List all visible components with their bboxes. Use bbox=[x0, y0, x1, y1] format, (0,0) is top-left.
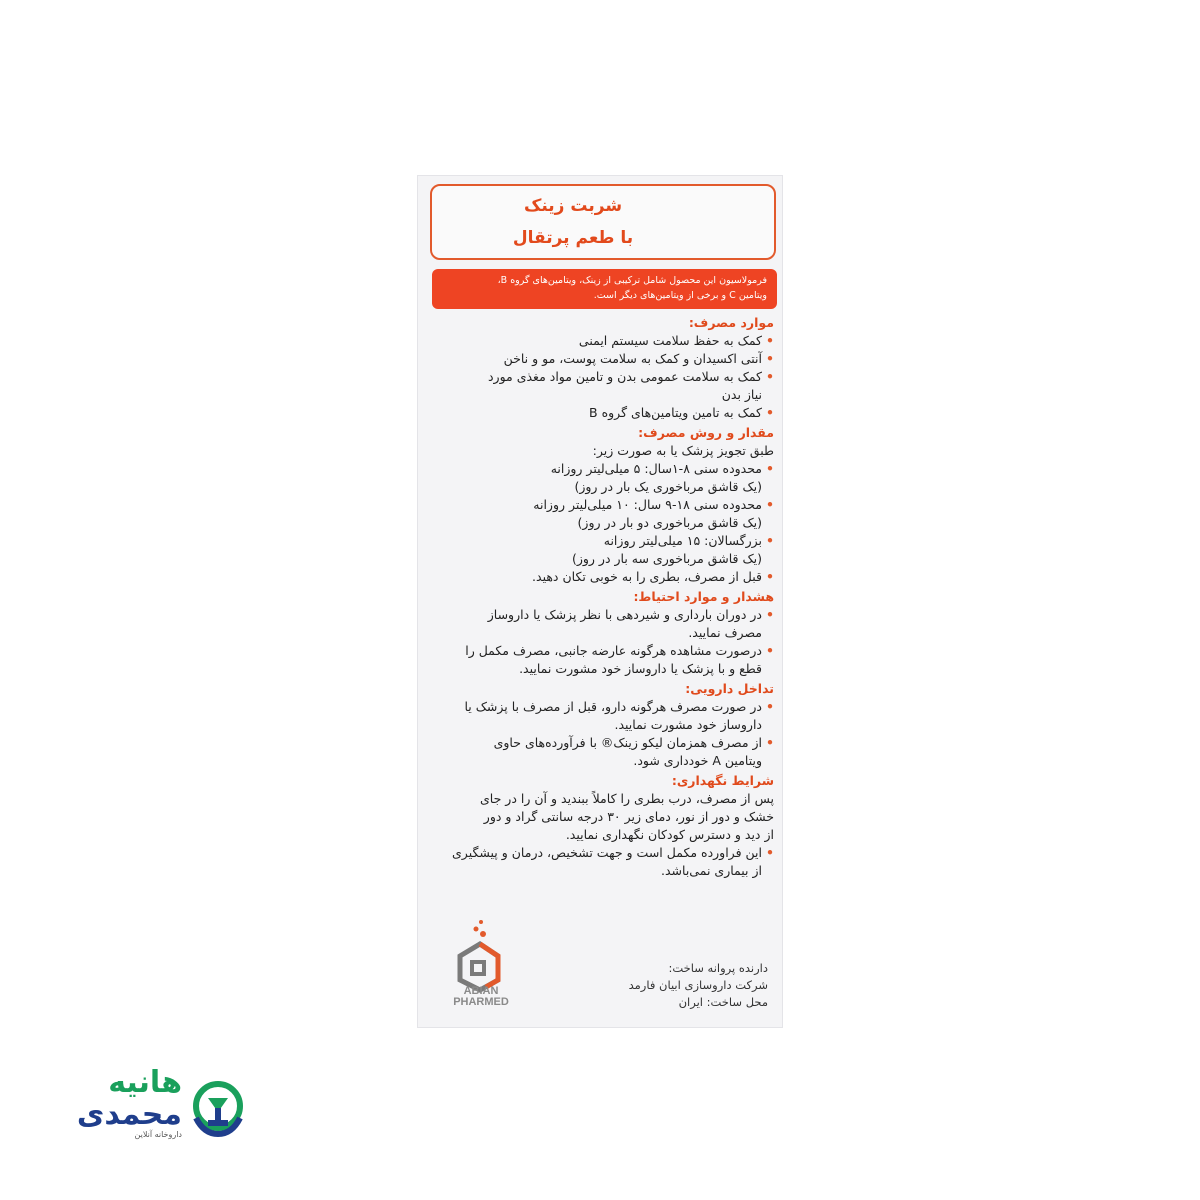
list-item-cont: از بیماری نمی‌باشد. bbox=[661, 863, 762, 878]
manufacturer-line: دارنده پروانه ساخت: bbox=[668, 961, 768, 975]
uses-heading: موارد مصرف: bbox=[688, 315, 774, 330]
product-subtitle: با طعم پرتقال bbox=[512, 228, 634, 248]
list-item-cont: (یک قاشق مرباخوری دو بار در روز) bbox=[577, 515, 762, 530]
manufacturer-line: شرکت داروسازی ابیان فارمد bbox=[628, 978, 768, 992]
logo-text bbox=[436, 986, 526, 1008]
brand-name-line1: هانیه bbox=[108, 1065, 182, 1100]
interactions-heading: تداخل دارویی: bbox=[685, 681, 774, 696]
list-item: • قبل از مصرف، بطری را به خوبی تکان دهید. bbox=[428, 568, 774, 586]
formulation-banner bbox=[432, 269, 777, 309]
formulation-line: فرمولاسیون این محصول شامل ترکیبی از زینک، ویتامین‌های گروه B، bbox=[497, 275, 767, 286]
product-leaflet bbox=[417, 175, 783, 1028]
dosage-intro: طبق تجویز پزشک یا به صورت زیر: bbox=[592, 443, 774, 458]
list-item: • در دوران بارداری و شیردهی با نظر پزشک یا داروساز bbox=[428, 606, 774, 624]
dosage-heading: مقدار و روش مصرف: bbox=[638, 425, 774, 440]
manufacturer-info bbox=[629, 960, 768, 1011]
list-item: • کمک به تامین ویتامین‌های گروه B bbox=[428, 404, 774, 422]
list-item-cont: داروساز خود مشورت نمایید. bbox=[614, 717, 762, 732]
leaflet-body bbox=[428, 312, 774, 880]
list-item: • درصورت مشاهده هرگونه عارضه جانبی، مصرف مکمل را bbox=[428, 642, 774, 660]
list-item-cont: (یک قاشق مرباخوری سه بار در روز) bbox=[571, 551, 762, 566]
manufacturer-line: محل ساخت: ایران bbox=[678, 995, 768, 1009]
storage-text: پس از مصرف، درب بطری را کاملاً ببندید و آن را در جای bbox=[480, 791, 774, 806]
storage-text: از دید و دسترس کودکان نگهداری نمایید. bbox=[565, 827, 774, 842]
brand-tagline: داروخانه آنلاین bbox=[134, 1130, 182, 1139]
logo-line: PHARMED bbox=[453, 996, 509, 1008]
warnings-heading: هشدار و موارد احتیاط: bbox=[633, 589, 774, 604]
list-item: • بزرگسالان: ۱۵ میلی‌لیتر روزانه bbox=[428, 532, 774, 550]
list-item: • کمک به سلامت عمومی بدن و تامین مواد مغذی مورد bbox=[428, 368, 774, 386]
formulation-line: ویتامین C و برخی از ویتامین‌های دیگر است. bbox=[593, 290, 767, 301]
list-item: • این فراورده مکمل است و جهت تشخیص، درمان و پیشگیری bbox=[428, 844, 774, 862]
list-item-cont: مصرف نمایید. bbox=[688, 625, 762, 640]
list-item: • آنتی اکسیدان و کمک به سلامت پوست، مو و ناخن bbox=[428, 350, 774, 368]
list-item-cont: قطع و با پزشک یا داروساز خود مشورت نمایید. bbox=[519, 661, 762, 676]
list-item: • کمک به حفظ سلامت سیستم ایمنی bbox=[428, 332, 774, 350]
list-item-cont: ویتامین A خودداری شود. bbox=[633, 753, 762, 768]
storage-heading: شرایط نگهداری: bbox=[671, 773, 774, 788]
list-item-cont: نیاز بدن bbox=[721, 387, 762, 402]
product-title: شربت زینک bbox=[523, 196, 623, 216]
list-item-cont: (یک قاشق مرباخوری یک بار در روز) bbox=[574, 479, 762, 494]
list-item: • در صورت مصرف هرگونه دارو، قبل از مصرف با پزشک یا bbox=[428, 698, 774, 716]
title-box bbox=[430, 184, 776, 260]
list-item: • محدوده سنی ۱۸-۹ سال: ۱۰ میلی‌لیتر روزانه bbox=[428, 496, 774, 514]
list-item: • از مصرف همزمان لیکو زینک® با فرآورده‌های حاوی bbox=[428, 734, 774, 752]
brand-name-line2: محمدی bbox=[76, 1097, 182, 1132]
storage-text: خشک و دور از نور، دمای زیر ۳۰ درجه سانتی گراد و دور bbox=[483, 809, 774, 824]
list-item: • محدوده سنی ۸-۱سال: ۵ میلی‌لیتر روزانه bbox=[428, 460, 774, 478]
logo-line: ABIAN bbox=[463, 985, 499, 997]
